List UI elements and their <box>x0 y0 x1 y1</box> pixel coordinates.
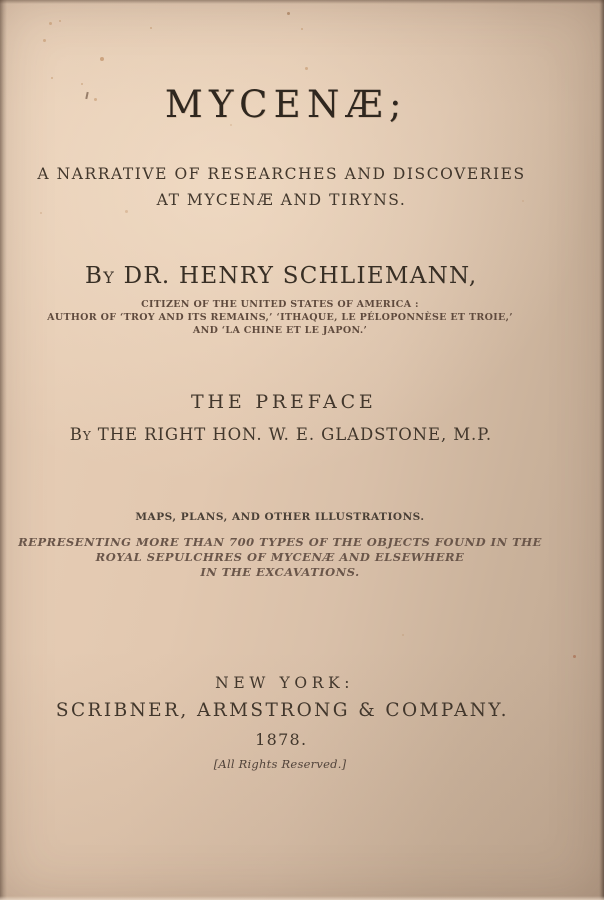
illustrations-subnote-line-1: REPRESENTING MORE THAN 700 TYPES OF THE OBJECTS FOUND IN THE <box>18 535 542 549</box>
author-credit-line-2: AUTHOR OF ‘TROY AND ITS REMAINS,’ ‘ITHAQUE, LE PÉLOPONNÈSE ET TROIE,’ <box>47 312 513 323</box>
book-title: MYCENÆ; <box>164 83 408 126</box>
author-byline: By DR. HENRY SCHLIEMANN, <box>85 263 478 289</box>
author-credit-line-3: AND ‘LA CHINE ET LE JAPON.’ <box>192 325 368 336</box>
author-credit-line-1: CITIZEN OF THE UNITED STATES OF AMERICA : <box>141 299 419 310</box>
preface-heading: THE PREFACE <box>191 391 377 413</box>
imprint-year: 1878. <box>255 730 308 749</box>
illustrations-subnote-line-3: IN THE EXCAVATIONS. <box>200 565 360 579</box>
imprint-publisher: SCRIBNER, ARMSTRONG & COMPANY. <box>55 700 509 721</box>
imprint-city: NEW YORK: <box>215 674 355 692</box>
preface-byline: By THE RIGHT HON. W. E. GLADSTONE, M.P. <box>69 425 493 444</box>
illustrations-note: MAPS, PLANS, AND OTHER ILLUSTRATIONS. <box>135 511 425 523</box>
illustrations-subnote-line-2: ROYAL SEPULCHRES OF MYCENÆ AND ELSEWHERE <box>95 550 465 564</box>
foxing-spot <box>573 655 576 658</box>
imprint-rights-notice: [All Rights Reserved.] <box>213 757 347 771</box>
book-subtitle-line-1: A NARRATIVE OF RESEARCHES AND DISCOVERIES <box>37 165 526 183</box>
page-edge-right <box>599 0 604 900</box>
book-subtitle-line-2: AT MYCENÆ AND TIRYNS. <box>156 191 407 209</box>
